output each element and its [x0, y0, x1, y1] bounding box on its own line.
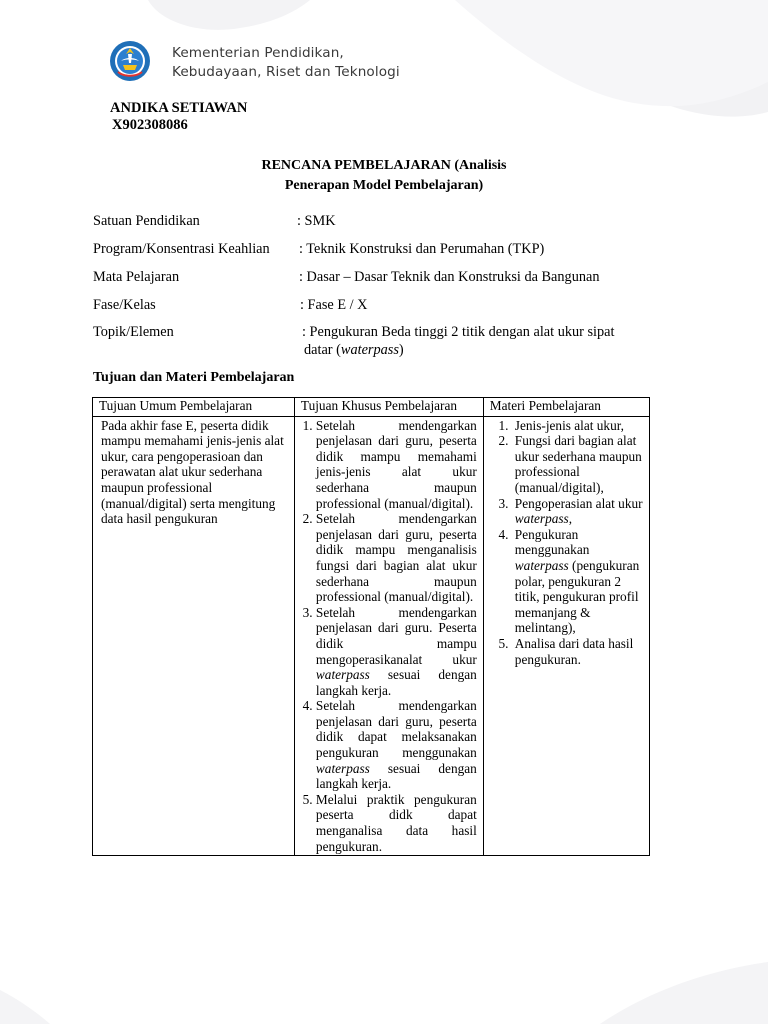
info-value: : Fase E / X — [300, 297, 368, 313]
info-value-line2: datar (waterpass) — [304, 342, 404, 358]
ministry-name-line2: Kebudayaan, Riset dan Teknologi — [172, 64, 400, 80]
author-id: X902308086 — [112, 117, 188, 133]
info-value: : SMK — [297, 213, 336, 229]
list-item: 1. Setelah mendengarkan penjelasan dari guru, peserta didik mampu memahami jenis-jenis alat ukur sederhana maupun professional (manual/digital). — [316, 418, 477, 512]
header-tujuan-umum: Tujuan Umum Pembelajaran — [93, 398, 295, 417]
list-item: 1. Jenis-jenis alat ukur, — [512, 418, 643, 434]
list-item: 4. Pengukuran menggunakan waterpass (pengukuran polar, pengukuran 2 titik, pengukuran profil memanjang & melintang), — [512, 527, 643, 636]
section-title: Tujuan dan Materi Pembelajaran — [93, 370, 295, 385]
document-title — [0, 156, 768, 196]
table-header-row — [93, 398, 650, 417]
author-name: ANDIKA SETIAWAN — [110, 100, 248, 116]
list-item: 3. Setelah mendengarkan penjelasan dari guru. Peserta didik mampu mengoperasikanalat ukur waterpass sesuai dengan langkah kerja. — [316, 605, 477, 699]
ministry-name — [172, 44, 400, 82]
cell-tujuan-khusus — [294, 416, 483, 856]
document-title-line2: Penerapan Model Pembelajaran) — [284, 178, 484, 193]
header-tujuan-khusus: Tujuan Khusus Pembelajaran — [294, 398, 483, 417]
list-item: 3. Pengoperasian alat ukur waterpass, — [512, 496, 643, 527]
tujuan-khusus-list — [301, 418, 477, 855]
list-item: 2. Fungsi dari bagian alat ukur sederhana maupun professional (manual/digital), — [512, 433, 643, 495]
tut-wuri-handayani-logo-icon — [108, 39, 152, 83]
info-label: Mata Pelajaran — [93, 269, 180, 285]
materi-list — [490, 418, 643, 668]
info-label: Topik/Elemen — [93, 324, 174, 340]
list-item: 2. Setelah mendengarkan penjelasan dari guru, peserta didik mampu menganalisis fungsi dari bagian alat ukur sederhana maupun professional (manual/digital). — [316, 511, 477, 605]
info-value: : Dasar – Dasar Teknik dan Konstruksi da Bangunan — [299, 269, 600, 285]
document-title-line1: RENCANA PEMBELAJARAN (Analisis — [261, 158, 507, 173]
info-label: Program/Konsentrasi Keahlian — [93, 241, 270, 257]
cell-materi — [483, 416, 649, 856]
header-materi: Materi Pembelajaran — [483, 398, 649, 417]
list-item: 5. Analisa dari data hasil pengukuran. — [512, 636, 643, 667]
cell-tujuan-umum: Pada akhir fase E, peserta didik mampu memahami jenis-jenis alat ukur, cara pengoperasioan dan perawatan alat ukur sederhana maupun professional (manual/digital) serta mengitung data hasil pengukuran — [93, 416, 295, 856]
learning-objectives-table — [92, 397, 650, 856]
info-value — [302, 323, 615, 359]
list-item: 5. Melalui praktik pengukuran peserta didk dapat menganalisa data hasil pengukuran. — [316, 792, 477, 854]
list-item: 4. Setelah mendengarkan penjelasan dari guru, peserta didik dapat melaksanakan pengukuran menggunakan waterpass sesuai dengan langkah kerja. — [316, 698, 477, 792]
ministry-name-line1: Kementerian Pendidikan, — [172, 45, 344, 61]
info-value: : Teknik Konstruksi dan Perumahan (TKP) — [299, 241, 545, 257]
info-label: Fase/Kelas — [93, 297, 156, 313]
ministry-header — [106, 38, 406, 88]
info-label: Satuan Pendidikan — [93, 213, 200, 229]
info-value-line1: : Pengukuran Beda tinggi 2 titik dengan alat ukur sipat — [302, 324, 615, 340]
table-row — [93, 416, 650, 856]
author-block — [110, 100, 247, 134]
